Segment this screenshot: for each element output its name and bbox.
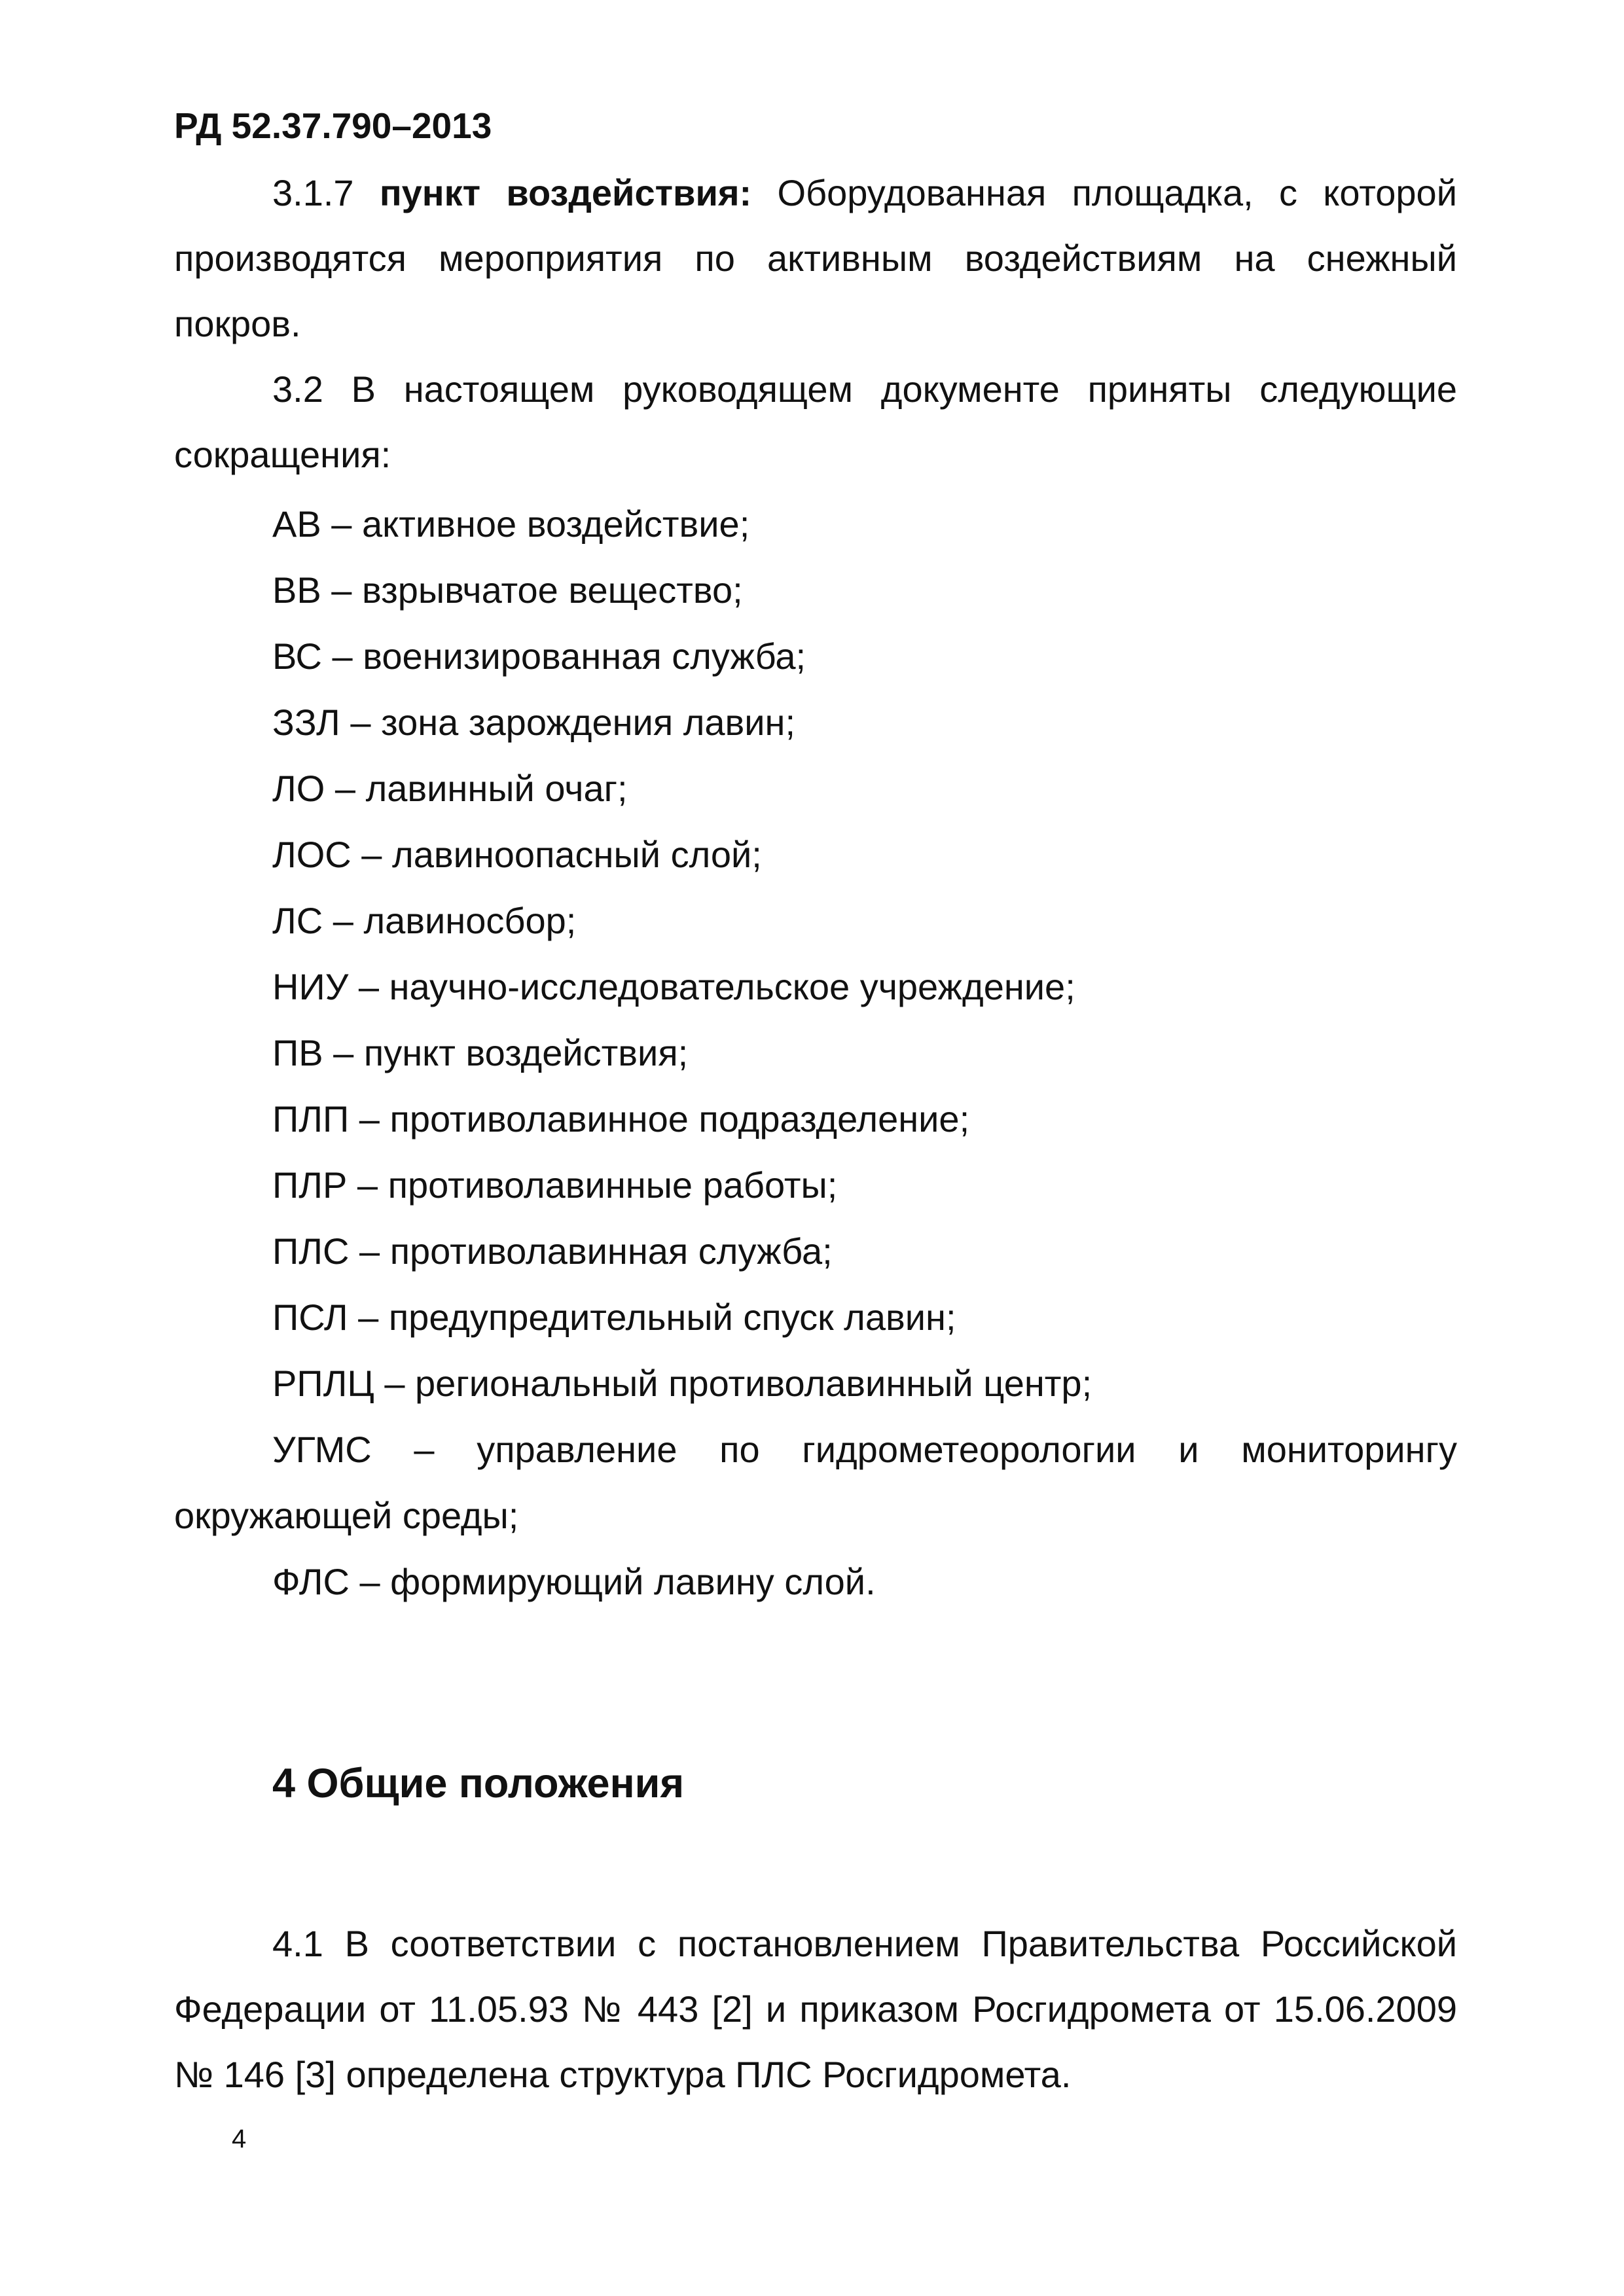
paragraph-4-1	[174, 1911, 1457, 2108]
list-item-ugms-line2: окружающей среды;	[174, 1495, 519, 1536]
list-item-ugms	[174, 1416, 1457, 1549]
document-code: РД 52.37.790–2013	[174, 105, 492, 146]
term-punkt-vozdeystviya: пункт воздействия:	[379, 172, 752, 213]
list-item-rplc: РПЛЦ – региональный противолавинный центр;	[272, 1363, 1092, 1404]
clause-number: 3.1.7	[272, 172, 354, 213]
paragraph-3-2	[174, 357, 1457, 488]
list-item-vs: ВС – военизированная служба;	[272, 636, 806, 677]
list-item-niu: НИУ – научно-исследовательское учреждение;	[272, 966, 1075, 1007]
section-4-heading: 4 Общие положения	[272, 1761, 685, 1806]
list-item-vv: ВВ – взрывчатое вещество;	[272, 569, 743, 611]
paragraph-3-2-text: 3.2 В настоящем руководящем документе приняты следующие сокращения:	[174, 368, 1457, 475]
list-item-lo: ЛО – лавинный очаг;	[272, 768, 628, 809]
list-item-ls: ЛС – лавиносбор;	[272, 900, 577, 941]
term-definition: Оборудованная площадка, с которой производятся мероприятия по активным воздействиям на снежный покров.	[174, 172, 1457, 344]
list-item-psl: ПСЛ – предупредительный спуск лавин;	[272, 1297, 956, 1338]
list-item-ugms-line1: УГМС – управление по гидрометеорологии и мониторингу	[272, 1429, 1457, 1470]
abbreviation-list	[174, 491, 1457, 1615]
list-item-pv: ПВ – пункт воздействия;	[272, 1032, 689, 1073]
list-item-los: ЛОС – лавиноопасный слой;	[272, 834, 762, 875]
list-item-fls: ФЛС – формирующий лавину слой.	[272, 1561, 876, 1602]
list-item-plr: ПЛР – противолавинные работы;	[272, 1164, 838, 1206]
paragraph-4-1-text: 4.1 В соответствии с постановлением Правительства Российской Федерации от 11.05.93 № 443 [2] и приказом Росгидромета от 15.06.2009 № 146 [3] определена структура ПЛС Росгидромета.	[174, 1923, 1457, 2095]
list-item-av: АВ – активное воздействие;	[272, 503, 750, 545]
paragraph-3-1-7	[174, 160, 1457, 357]
list-item-zzl: ЗЗЛ – зона зарождения лавин;	[272, 702, 796, 743]
list-item-plp: ПЛП – противолавинное подразделение;	[272, 1098, 970, 1139]
page-number: 4	[232, 2125, 247, 2153]
list-item-pls: ПЛС – противолавинная служба;	[272, 1230, 833, 1272]
